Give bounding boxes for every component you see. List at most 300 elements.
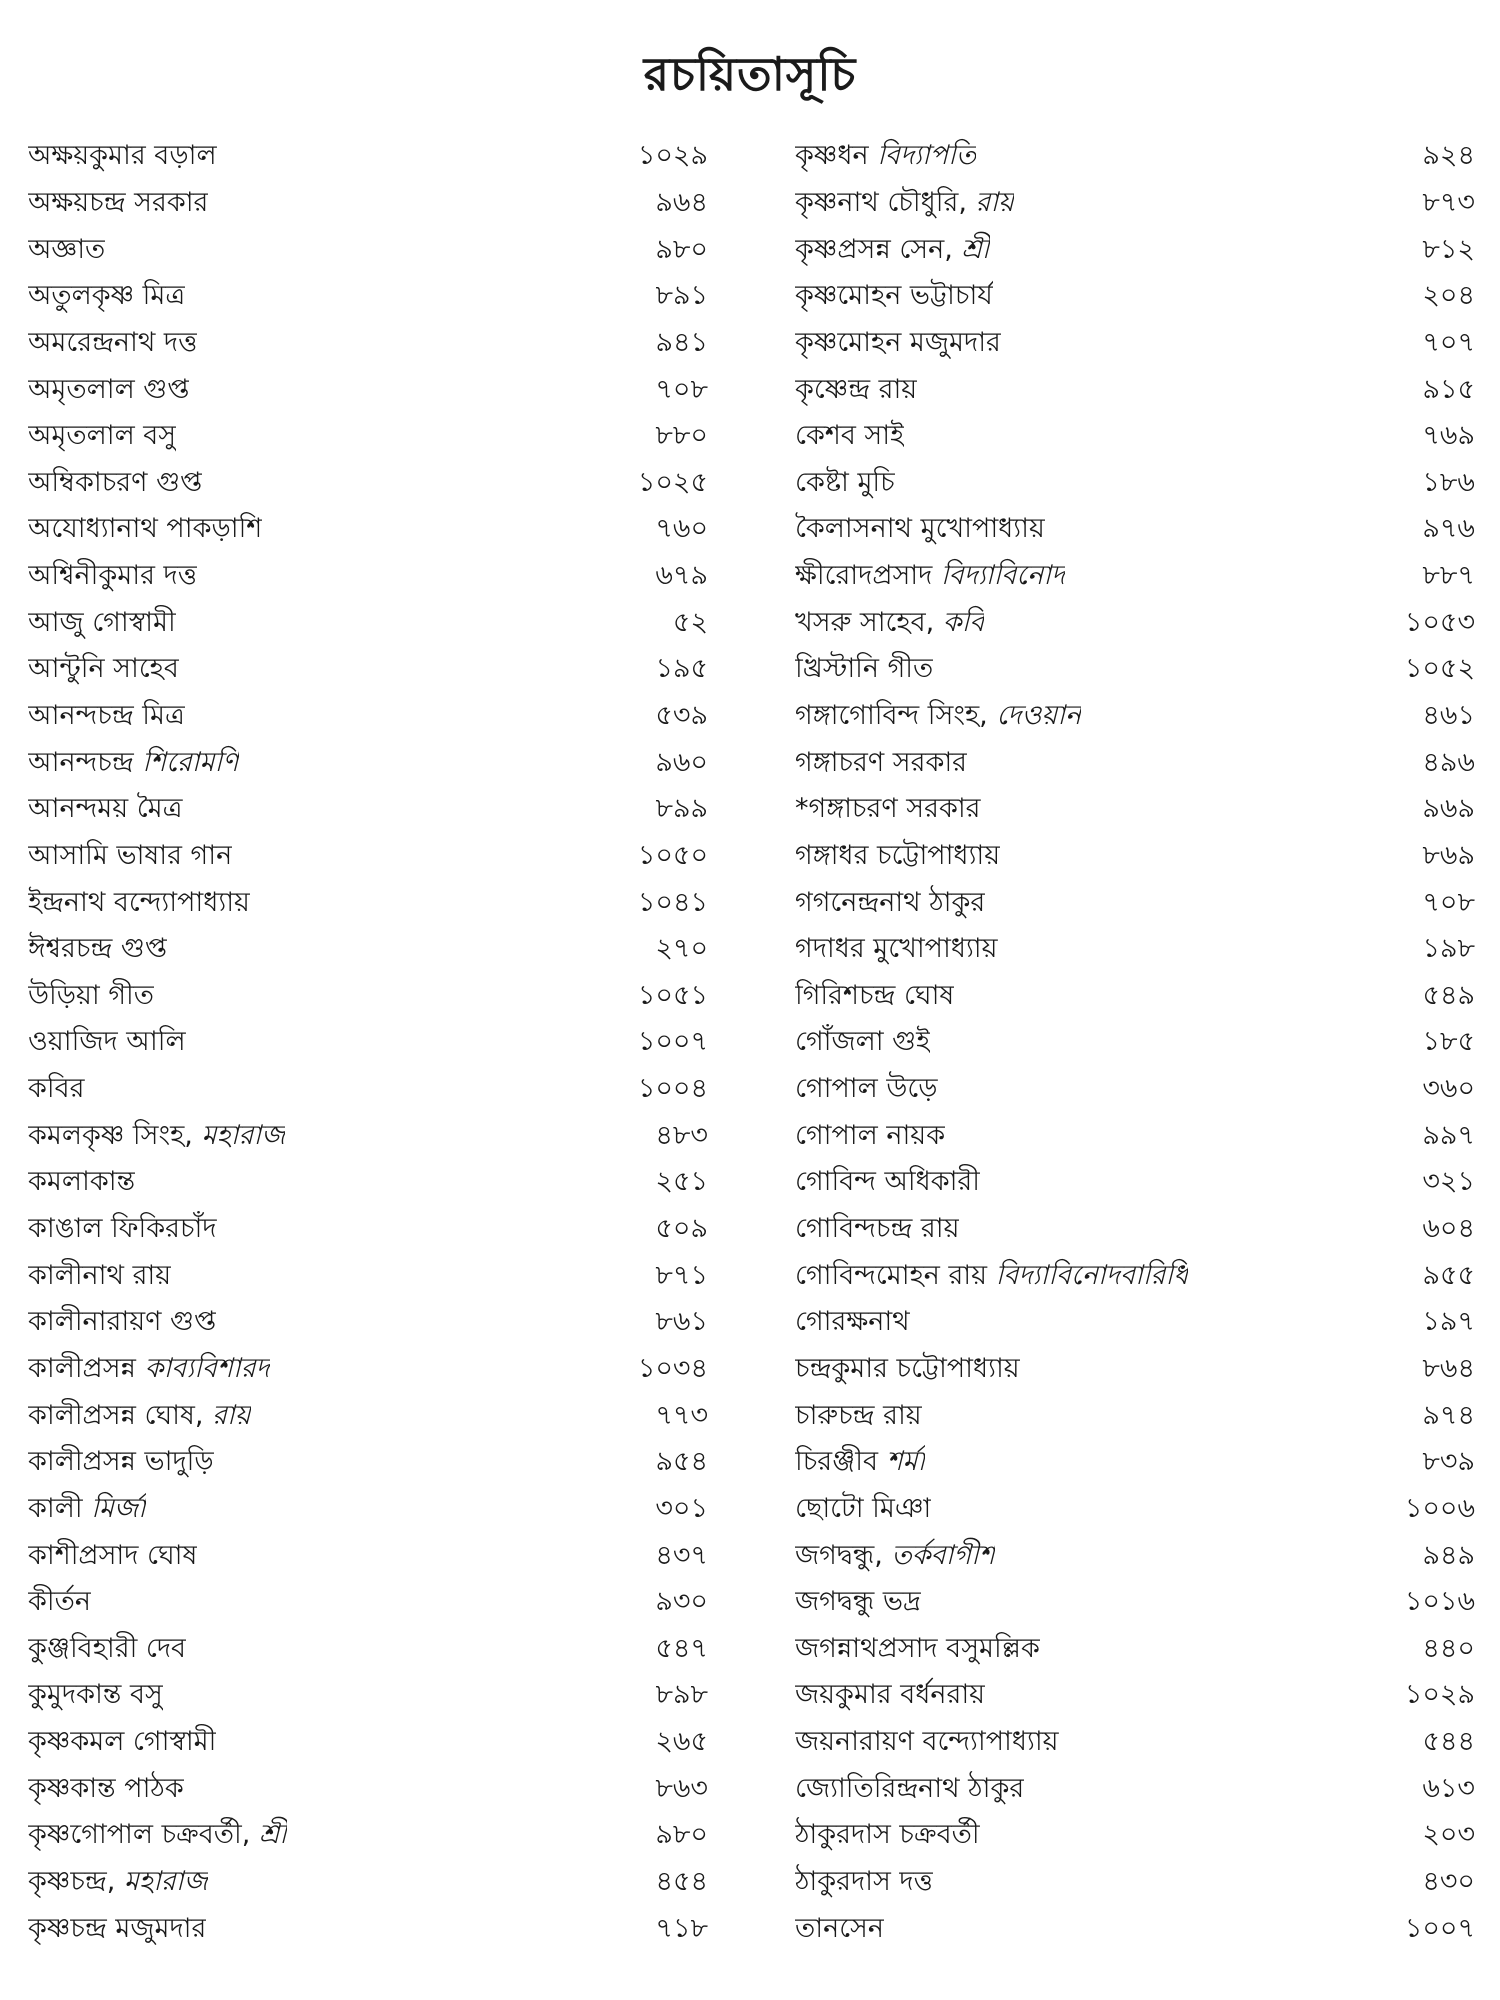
author-name bbox=[28, 833, 232, 879]
author-name-text: কালীনারায়ণ গুপ্ত bbox=[28, 1306, 217, 1338]
index-entry bbox=[28, 599, 708, 646]
author-name-text: গোরক্ষনাথ bbox=[795, 1306, 910, 1338]
author-name bbox=[795, 1346, 1020, 1392]
page-number: ৯৫৪ bbox=[655, 1446, 708, 1478]
page-number: ৯৪৯ bbox=[1422, 1539, 1475, 1571]
author-name bbox=[795, 1906, 884, 1952]
index-entry bbox=[795, 1765, 1475, 1812]
author-name bbox=[795, 273, 993, 319]
index-entry bbox=[28, 553, 708, 600]
page-number: ১৮৬ bbox=[1422, 466, 1475, 498]
author-name bbox=[28, 1672, 163, 1718]
author-name-text: গোবিন্দমোহন রায় bbox=[795, 1259, 996, 1291]
author-name-text: গোবিন্দচন্দ্র রায় bbox=[795, 1213, 960, 1245]
author-name-text: কুঞ্জবিহারী দেব bbox=[28, 1632, 187, 1664]
author-name bbox=[795, 553, 1065, 599]
index-entry bbox=[795, 693, 1475, 740]
index-entry bbox=[28, 646, 708, 693]
author-name bbox=[795, 1299, 910, 1345]
author-epithet: দেওয়ান bbox=[996, 700, 1082, 731]
index-entry bbox=[28, 226, 708, 273]
author-name-text: ইন্দ্রনাথ বন্দ্যোপাধ্যায় bbox=[28, 886, 250, 918]
index-entry bbox=[28, 693, 708, 740]
index-entry bbox=[28, 1532, 708, 1579]
index-entry bbox=[28, 366, 708, 413]
index-entry bbox=[795, 320, 1475, 367]
author-name bbox=[28, 413, 176, 459]
page-number: ৭৭৩ bbox=[655, 1399, 708, 1431]
author-name-text: কেশব সাই bbox=[795, 420, 905, 452]
page-number: ৪৩০ bbox=[1422, 1866, 1475, 1898]
author-name-text: ঈশ্বরচন্দ্র গুপ্ত bbox=[28, 933, 168, 965]
index-entry bbox=[795, 273, 1475, 320]
page-number: ১০৪১ bbox=[637, 886, 708, 918]
author-name-text: কৃষ্ণচন্দ্র মজুমদার bbox=[28, 1912, 207, 1944]
author-name-text: অজ্ঞাত bbox=[28, 233, 106, 265]
index-entry bbox=[795, 1252, 1475, 1299]
index-entry bbox=[28, 1859, 708, 1906]
page-number: ৪৮৩ bbox=[655, 1119, 708, 1151]
page-number: ৯৮০ bbox=[655, 233, 708, 265]
page-number: ১৯৭ bbox=[1422, 1306, 1475, 1338]
author-name bbox=[795, 133, 976, 179]
page-title: রচয়িতাসূচি bbox=[643, 47, 857, 101]
author-name-text: আনন্দচন্দ্র bbox=[28, 746, 143, 778]
author-name bbox=[795, 926, 998, 972]
index-entry bbox=[795, 226, 1475, 273]
page-number: ৬৭৯ bbox=[655, 560, 708, 592]
author-name bbox=[28, 367, 189, 413]
index-entry bbox=[28, 739, 708, 786]
author-name bbox=[795, 833, 1000, 879]
index-entry bbox=[28, 1299, 708, 1346]
author-index-left-column bbox=[28, 133, 708, 1952]
author-name-text: জয়নারায়ণ বন্দ্যোপাধ্যায় bbox=[795, 1726, 1059, 1758]
author-name bbox=[795, 880, 985, 926]
index-entry bbox=[795, 1019, 1475, 1066]
author-name bbox=[28, 1812, 287, 1858]
page-number: ৮৮৭ bbox=[1422, 560, 1475, 592]
author-name bbox=[28, 786, 183, 832]
author-name-text: আসামি ভাষার গান bbox=[28, 839, 233, 871]
page-number: ১০১৬ bbox=[1404, 1586, 1475, 1618]
author-name-text: কালীপ্রসন্ন bbox=[28, 1352, 145, 1384]
author-name-text: আনন্দময় মৈত্র bbox=[28, 793, 183, 825]
page-number: ৭৬০ bbox=[655, 513, 708, 545]
author-epithet: বিদ্যাবিনোদবারিধি bbox=[995, 1259, 1189, 1291]
author-name bbox=[28, 460, 202, 506]
author-name bbox=[28, 1486, 146, 1532]
page-number: ৮৬৪ bbox=[1422, 1352, 1475, 1384]
page-number: ৪৩৭ bbox=[655, 1539, 708, 1571]
index-entry bbox=[795, 973, 1475, 1020]
author-epithet: তর্কবাগীশ bbox=[891, 1539, 995, 1571]
page-number: ৫৪৪ bbox=[1422, 1726, 1475, 1758]
author-name bbox=[795, 413, 904, 459]
author-name-text: অক্ষয়চন্দ্র সরকার bbox=[28, 186, 209, 218]
author-name-text: কৃষ্ণকমল গোস্বামী bbox=[28, 1726, 217, 1758]
index-entry bbox=[795, 1719, 1475, 1766]
author-name bbox=[795, 786, 981, 832]
author-name-text: অশ্বিনীকুমার দত্ত bbox=[28, 560, 198, 592]
author-name-text: উড়িয়া গীত bbox=[28, 979, 155, 1011]
page-number: ৮৯৮ bbox=[655, 1679, 708, 1711]
author-name bbox=[28, 740, 239, 786]
author-name bbox=[795, 1206, 959, 1252]
index-entry bbox=[795, 1579, 1475, 1626]
author-name-text: জ্যোতিরিন্দ্রনাথ ঠাকুর bbox=[795, 1772, 1025, 1804]
author-name bbox=[795, 1253, 1188, 1299]
page-number: ১০২৯ bbox=[637, 140, 708, 172]
index-entry bbox=[795, 1672, 1475, 1719]
author-name-text: কৃষ্ণপ্রসন্ন সেন, bbox=[795, 233, 962, 265]
page-number: ৩০১ bbox=[655, 1492, 708, 1524]
page-number: ৭০৮ bbox=[1422, 886, 1475, 918]
author-name bbox=[795, 1486, 931, 1532]
author-name-text: গোপাল নায়ক bbox=[795, 1119, 946, 1151]
author-epithet: শর্মা bbox=[886, 1446, 926, 1478]
index-entry bbox=[28, 1905, 708, 1952]
page-number: ৫৪৭ bbox=[655, 1632, 708, 1664]
index-entry bbox=[795, 1346, 1475, 1393]
author-name-text: জগদ্বন্ধু ভদ্র bbox=[795, 1586, 921, 1618]
page-number: ৮৬১ bbox=[655, 1306, 708, 1338]
index-entry bbox=[28, 1392, 708, 1439]
author-name bbox=[28, 273, 185, 319]
page-number: ৯৭৬ bbox=[1422, 513, 1475, 545]
index-entry bbox=[795, 786, 1475, 833]
author-name-text: খসরু সাহেব, bbox=[795, 606, 943, 638]
author-name-text: অমরেন্দ্রনাথ দত্ত bbox=[28, 326, 198, 358]
author-name-text: কৃষ্ণেন্দ্র রায় bbox=[795, 373, 918, 405]
author-name-text: কালী bbox=[28, 1492, 92, 1524]
index-entry bbox=[795, 833, 1475, 880]
index-entry bbox=[795, 1486, 1475, 1533]
author-name bbox=[795, 1626, 1040, 1672]
page-number: ২৬৫ bbox=[655, 1726, 708, 1758]
author-name bbox=[28, 1066, 85, 1112]
page-number: ১০২৫ bbox=[637, 466, 708, 498]
author-name bbox=[28, 1299, 216, 1345]
index-entry bbox=[28, 1206, 708, 1253]
author-name-text: চিরঞ্জীব bbox=[795, 1446, 887, 1478]
author-name-text: তানসেন bbox=[795, 1912, 885, 1944]
page-number: ১০৫১ bbox=[637, 979, 708, 1011]
page-number: ৭০৮ bbox=[655, 373, 708, 405]
page-number: ৩৬০ bbox=[1422, 1073, 1475, 1105]
author-name bbox=[795, 646, 933, 692]
author-name-text: জয়কুমার বর্ধনরায় bbox=[795, 1679, 986, 1711]
author-epithet: কাব্যবিশারদ bbox=[144, 1352, 270, 1384]
author-name-text: গঙ্গাগোবিন্দ সিংহ, bbox=[795, 700, 997, 731]
page-number: ৪৬১ bbox=[1422, 700, 1475, 731]
author-epithet: মহারাজ bbox=[201, 1119, 286, 1151]
author-name bbox=[795, 1159, 980, 1205]
index-entry bbox=[28, 1159, 708, 1206]
index-entry bbox=[28, 833, 708, 880]
page-number: ৪৫৪ bbox=[655, 1866, 708, 1898]
index-entry bbox=[28, 1579, 708, 1626]
author-name-text: আন্টুনি সাহেব bbox=[28, 653, 179, 685]
page-number: ৮১২ bbox=[1422, 233, 1475, 265]
author-name bbox=[795, 1672, 985, 1718]
index-entry bbox=[28, 1346, 708, 1393]
page-number: ৯৬৪ bbox=[655, 186, 708, 218]
page-number: ৯১৫ bbox=[1422, 373, 1475, 405]
index-entry bbox=[795, 1066, 1475, 1113]
author-name bbox=[28, 1439, 214, 1485]
page-number: ২০৩ bbox=[1422, 1819, 1475, 1851]
author-name bbox=[795, 1859, 933, 1905]
author-name-text: গঙ্গাধর চট্টোপাধ্যায় bbox=[795, 839, 1001, 871]
index-entry bbox=[795, 459, 1475, 506]
author-name-text: অতুলকৃষ্ণ মিত্র bbox=[28, 280, 186, 312]
page-number: ৪৯৬ bbox=[1422, 746, 1475, 778]
author-name bbox=[28, 1113, 285, 1159]
page-number: ১০০৪ bbox=[637, 1073, 708, 1105]
page-number: ১৮৫ bbox=[1422, 1026, 1475, 1058]
page-number: ২০৪ bbox=[1422, 280, 1475, 312]
author-name-text: কীর্তন bbox=[28, 1586, 91, 1618]
index-entry bbox=[795, 926, 1475, 973]
index-entry bbox=[28, 1112, 708, 1159]
author-name-text: কৃষ্ণধন bbox=[795, 140, 878, 172]
author-name-text: অমৃতলাল বসু bbox=[28, 420, 177, 452]
author-name bbox=[28, 646, 179, 692]
author-name bbox=[28, 600, 176, 646]
index-entry bbox=[795, 1812, 1475, 1859]
author-name-text: ছোটো মিঞা bbox=[795, 1492, 932, 1524]
page-number: ১০২৯ bbox=[1404, 1679, 1475, 1711]
author-name-text: গঙ্গাচরণ সরকার bbox=[795, 746, 968, 778]
author-name bbox=[795, 1812, 980, 1858]
author-name bbox=[28, 880, 250, 926]
author-name-text: জগদ্বন্ধু, bbox=[795, 1539, 892, 1571]
author-name bbox=[28, 1859, 208, 1905]
author-name bbox=[795, 367, 917, 413]
author-name-text: ওয়াজিদ আলি bbox=[28, 1026, 186, 1058]
author-name-text: কালীপ্রসন্ন ঘোষ, bbox=[28, 1399, 213, 1431]
index-entry bbox=[795, 646, 1475, 693]
index-entry bbox=[28, 1439, 708, 1486]
author-name bbox=[28, 1159, 135, 1205]
index-entry bbox=[28, 1719, 708, 1766]
index-entry bbox=[795, 1392, 1475, 1439]
author-name bbox=[795, 1533, 995, 1579]
index-entry bbox=[795, 366, 1475, 413]
page-number: ১০৫৩ bbox=[1404, 606, 1475, 638]
author-name bbox=[28, 1253, 171, 1299]
author-epithet: বিদ্যাপতি bbox=[877, 140, 977, 172]
page-number: ৬০৪ bbox=[1422, 1213, 1475, 1245]
index-entry bbox=[28, 1626, 708, 1673]
author-epithet: রায় bbox=[212, 1399, 251, 1431]
author-name bbox=[28, 1906, 206, 1952]
index-entry bbox=[795, 1439, 1475, 1486]
author-name-text: গগনেন্দ্রনাথ ঠাকুর bbox=[795, 886, 986, 918]
author-name-text: কমলাকান্ত bbox=[28, 1166, 136, 1198]
author-name bbox=[795, 180, 1014, 226]
author-name-text: গোবিন্দ অধিকারী bbox=[795, 1166, 981, 1198]
author-name bbox=[28, 180, 208, 226]
author-name bbox=[795, 1066, 938, 1112]
index-entry bbox=[28, 1066, 708, 1113]
index-entry bbox=[28, 133, 708, 180]
index-entry bbox=[28, 273, 708, 320]
page-number: ৮৬৩ bbox=[655, 1772, 708, 1804]
page-number: ১০৩৪ bbox=[637, 1352, 708, 1384]
author-name-text: চারুচন্দ্র রায় bbox=[795, 1399, 922, 1431]
author-name bbox=[28, 553, 197, 599]
author-name bbox=[28, 506, 262, 552]
index-entry bbox=[795, 1532, 1475, 1579]
index-entry bbox=[795, 1206, 1475, 1253]
author-name bbox=[28, 1719, 216, 1765]
author-name bbox=[795, 1393, 922, 1439]
page-number: ১৯৮ bbox=[1422, 933, 1475, 965]
index-entry bbox=[795, 1905, 1475, 1952]
author-name-text: আনন্দচন্দ্র মিত্র bbox=[28, 700, 185, 731]
index-entry bbox=[28, 973, 708, 1020]
author-name-text: ঠাকুরদাস চক্রবর্তী bbox=[795, 1819, 980, 1851]
author-name bbox=[28, 133, 217, 179]
author-index-right-column bbox=[795, 133, 1475, 1952]
page-number: ৬১৩ bbox=[1422, 1772, 1475, 1804]
page-number: ৮৬৯ bbox=[1422, 839, 1475, 871]
index-entry bbox=[795, 1626, 1475, 1673]
index-entry bbox=[795, 413, 1475, 460]
author-name bbox=[28, 1579, 91, 1625]
author-name bbox=[795, 460, 895, 506]
author-name bbox=[795, 227, 990, 273]
index-entry bbox=[28, 1765, 708, 1812]
author-name-text: কৃষ্ণমোহন মজুমদার bbox=[795, 326, 1001, 358]
author-name-text: কাঙাল ফিকিরচাঁদ bbox=[28, 1213, 217, 1245]
author-epithet: মির্জা bbox=[91, 1492, 146, 1524]
page-number: ৫২ bbox=[672, 606, 708, 638]
index-entry bbox=[28, 1252, 708, 1299]
index-entry bbox=[795, 1859, 1475, 1906]
author-name bbox=[795, 1579, 921, 1625]
page-number: ১০০৬ bbox=[1404, 1492, 1475, 1524]
index-entry bbox=[795, 506, 1475, 553]
page-number: ৯২৪ bbox=[1422, 140, 1475, 172]
page-number: ৮৯১ bbox=[655, 280, 708, 312]
index-entry bbox=[28, 1672, 708, 1719]
page-number: ৯৪১ bbox=[655, 326, 708, 358]
page-number: ১৯৫ bbox=[655, 653, 708, 685]
index-entry bbox=[28, 506, 708, 553]
author-name bbox=[28, 227, 105, 273]
index-entry bbox=[28, 786, 708, 833]
author-name-text: কমলকৃষ্ণ সিংহ, bbox=[28, 1119, 202, 1151]
index-entry bbox=[28, 926, 708, 973]
page-number: ৮৭৩ bbox=[1422, 186, 1475, 218]
author-name-text: *গঙ্গাচরণ সরকার bbox=[795, 793, 981, 825]
author-name-text: কৃষ্ণগোপাল চক্রবর্তী, bbox=[28, 1819, 259, 1851]
author-name bbox=[28, 1626, 186, 1672]
index-entry bbox=[795, 879, 1475, 926]
index-entry bbox=[28, 1812, 708, 1859]
index-entry bbox=[28, 459, 708, 506]
index-entry bbox=[795, 739, 1475, 786]
page-number: ৫০৯ bbox=[655, 1213, 708, 1245]
index-entry bbox=[795, 1299, 1475, 1346]
author-name bbox=[795, 1019, 930, 1065]
page-number: ১০০৭ bbox=[1404, 1912, 1475, 1944]
page-number: ৯৫৫ bbox=[1422, 1259, 1475, 1291]
author-name-text: অম্বিকাচরণ গুপ্ত bbox=[28, 466, 203, 498]
page-number: ৭৬৯ bbox=[1422, 420, 1475, 452]
author-name-text: কেষ্টা মুচি bbox=[795, 466, 895, 498]
page-number: ৯৩০ bbox=[655, 1586, 708, 1618]
page-number: ৩২১ bbox=[1422, 1166, 1475, 1198]
page-number: ৯৬০ bbox=[655, 746, 708, 778]
author-name bbox=[795, 740, 967, 786]
author-name-text: চন্দ্রকুমার চট্টোপাধ্যায় bbox=[795, 1352, 1020, 1384]
author-name-text: কৃষ্ণনাথ চৌধুরি, bbox=[795, 186, 976, 218]
page-number: ২৫১ bbox=[655, 1166, 708, 1198]
author-name-text: ক্ষীরোদপ্রসাদ bbox=[795, 560, 941, 592]
author-name-text: কবির bbox=[28, 1073, 85, 1105]
page-number: ১০৫২ bbox=[1404, 653, 1475, 685]
author-name bbox=[795, 1113, 945, 1159]
author-name-text: খ্রিস্টানি গীত bbox=[795, 653, 934, 685]
page-number: ৯৮০ bbox=[655, 1819, 708, 1851]
author-name bbox=[795, 600, 984, 646]
index-entry bbox=[795, 599, 1475, 646]
author-name bbox=[795, 1766, 1024, 1812]
index-entry bbox=[28, 1486, 708, 1533]
author-name-text: কৃষ্ণচন্দ্র, bbox=[28, 1866, 124, 1898]
page-number: ৮৮০ bbox=[655, 420, 708, 452]
author-name-text: ঠাকুরদাস দত্ত bbox=[795, 1866, 933, 1898]
page-number: ৮৭১ bbox=[655, 1259, 708, 1291]
index-entry bbox=[28, 879, 708, 926]
author-epithet: শ্রী bbox=[258, 1819, 287, 1851]
index-entry bbox=[795, 1112, 1475, 1159]
author-name bbox=[795, 320, 1001, 366]
author-name bbox=[28, 1533, 197, 1579]
author-epithet: কবি bbox=[942, 606, 985, 638]
author-name-text: কালীপ্রসন্ন ভাদুড়ি bbox=[28, 1446, 214, 1478]
page-number: ৭০৭ bbox=[1422, 326, 1475, 358]
author-name bbox=[28, 1393, 251, 1439]
index-entry bbox=[795, 1159, 1475, 1206]
author-name-text: গদাধর মুখোপাধ্যায় bbox=[795, 933, 998, 965]
author-name-text: অমৃতলাল গুপ্ত bbox=[28, 373, 190, 405]
author-name-text: অযোধ্যানাথ পাকড়াশি bbox=[28, 513, 263, 545]
author-name-text: জগন্নাথপ্রসাদ বসুমল্লিক bbox=[795, 1632, 1040, 1664]
author-name-text: কালীনাথ রায় bbox=[28, 1259, 172, 1291]
author-name bbox=[28, 973, 154, 1019]
author-name bbox=[795, 693, 1081, 739]
author-name bbox=[28, 1206, 217, 1252]
page-number: ৮৯৯ bbox=[655, 793, 708, 825]
author-name-text: গোপাল উড়ে bbox=[795, 1073, 938, 1105]
author-name-text: কৃষ্ণকান্ত পাঠক bbox=[28, 1772, 184, 1804]
author-name-text: অক্ষয়কুমার বড়াল bbox=[28, 140, 217, 172]
index-entry bbox=[28, 413, 708, 460]
page-number: ৪৪০ bbox=[1422, 1632, 1475, 1664]
author-name bbox=[28, 926, 167, 972]
index-entry bbox=[795, 553, 1475, 600]
page-number: ৯৯৭ bbox=[1422, 1119, 1475, 1151]
author-name-text: আজু গোস্বামী bbox=[28, 606, 176, 638]
page-number: ৫৩৯ bbox=[655, 700, 708, 731]
author-name bbox=[28, 1019, 186, 1065]
author-epithet: রায় bbox=[975, 186, 1015, 218]
